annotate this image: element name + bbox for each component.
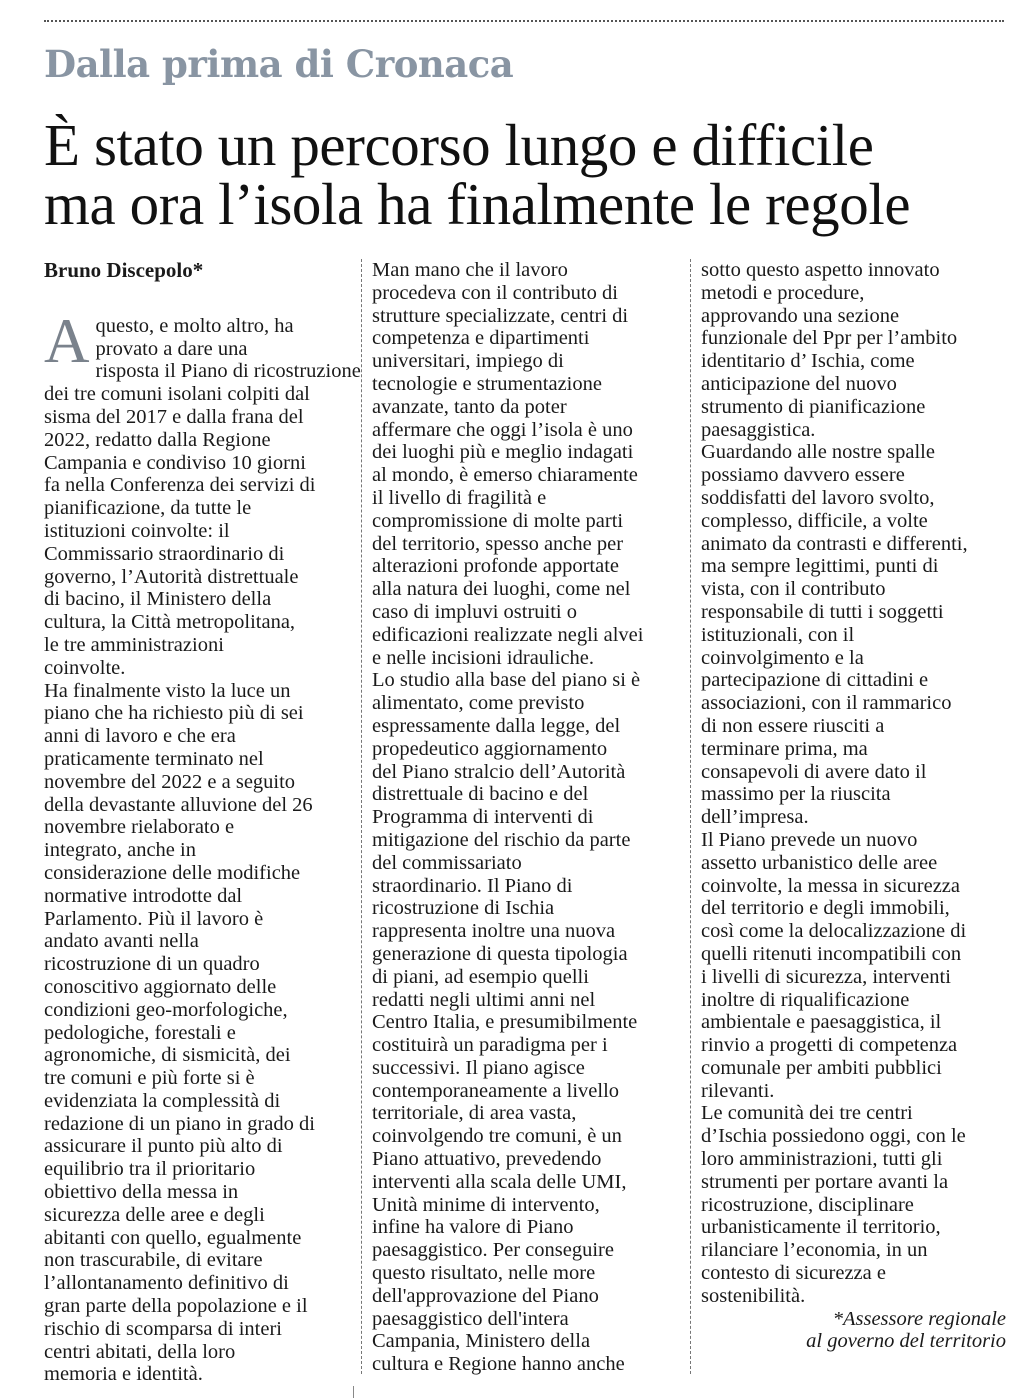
article-line: comunale per ambiti pubblici xyxy=(701,1056,942,1079)
article-line: loro amministrazioni, tutti gli xyxy=(701,1148,943,1171)
article-column-2 xyxy=(372,259,682,1376)
article-line: dell’impresa. xyxy=(701,806,809,829)
article-line: terminare prima, ma xyxy=(701,737,868,760)
article-line: cultura, la Città metropolitana, xyxy=(44,611,296,634)
headline-line: È stato un percorso lungo e difficile xyxy=(44,112,874,178)
article-line: del commissariato xyxy=(372,851,522,874)
article-line: generazione di questa tipologia xyxy=(372,942,628,965)
article-line: rappresenta inoltre una nuova xyxy=(372,920,616,943)
article-line: novembre del 2022 e a seguito xyxy=(44,770,296,793)
article-line: vista, con il contributo xyxy=(701,578,886,601)
article-line: del territorio e degli immobili, xyxy=(701,897,950,920)
column-separator xyxy=(690,259,691,1374)
article-line: coinvolte. xyxy=(44,656,126,679)
article-line: del territorio, spesso anche per xyxy=(372,532,624,555)
article-line: fa nella Conferenza dei servizi di xyxy=(44,474,316,497)
article-line: ambientale e paesaggistica, il xyxy=(701,1011,942,1034)
article-line: e nelle incisioni idrauliche. xyxy=(372,646,595,669)
article-line: consapevoli di avere dato il xyxy=(701,760,927,783)
article-line: redatti negli ultimi anni nel xyxy=(372,988,596,1011)
article-line: Campania e condiviso 10 giorni xyxy=(44,451,306,474)
article-line: animato da contrasti e differenti, xyxy=(701,532,968,555)
column-separator xyxy=(361,259,362,1374)
headline xyxy=(44,112,911,237)
article-line: Man mano che il lavoro xyxy=(372,259,568,281)
article-line: Il Piano prevede un nuovo xyxy=(701,828,918,851)
article-line: l’allontanamento definitivo di xyxy=(44,1272,289,1295)
article-line: ma sempre legittimi, punti di xyxy=(701,555,939,578)
article-line: strumento di pianificazione xyxy=(701,395,926,418)
article-line: inoltre di riqualificazione xyxy=(701,988,910,1011)
article-line: considerazione delle modifiche xyxy=(44,861,301,884)
article-line: complesso, difficile, a volte xyxy=(701,509,928,532)
article-line: assicurare il punto più alto di xyxy=(44,1135,283,1158)
article-line: tre comuni e più forte si è xyxy=(44,1067,255,1090)
article-line: quelli ritenuti incompatibili con xyxy=(701,942,962,965)
article-line: Programma di interventi di xyxy=(372,806,594,829)
article-line: straordinario. Il Piano di xyxy=(372,874,573,897)
article-line: sisma del 2017 e dalla frana del xyxy=(44,405,304,428)
article-line: integrato, anche in xyxy=(44,839,196,862)
article-line: dei tre comuni isolani colpiti dal xyxy=(44,383,310,406)
article-line: edificazioni realizzate negli alvei xyxy=(372,623,644,646)
article-line: competenza e dipartimenti xyxy=(372,327,590,350)
article-line: i livelli di sicurezza, interventi xyxy=(701,965,951,988)
article-line: funzionale del Ppr per l’ambito xyxy=(701,327,958,350)
byline: Bruno Discepolo* xyxy=(44,258,204,282)
article-line: di non essere riusciti a xyxy=(701,714,885,737)
article-line: di piani, ad esempio quelli xyxy=(372,965,589,988)
article-line: questo risultato, nelle more xyxy=(372,1262,596,1285)
article-line: tecnologie e strumentazione xyxy=(372,372,602,395)
article-line: universitari, impiego di xyxy=(372,350,564,373)
article-line: gran parte della popolazione e il xyxy=(44,1295,308,1318)
article-line: piano che ha richiesto più di sei xyxy=(44,702,304,725)
article-line: approvando una sezione xyxy=(701,304,900,327)
article-line: governo, l’Autorità distrettuale xyxy=(44,565,299,588)
dropcap: A xyxy=(44,305,90,376)
article-column-1 xyxy=(44,258,361,1386)
article-line: Le comunità dei tre centri xyxy=(701,1102,913,1125)
article-line: istituzioni coinvolte: il xyxy=(44,519,230,542)
article-line: rinvio a progetti di competenza xyxy=(701,1034,958,1057)
article-line: distrettuale di bacino e del xyxy=(372,783,589,806)
article-line: andato avanti nella xyxy=(44,930,199,953)
article-line: 2022, redatto dalla Regione xyxy=(44,428,271,451)
article-line: assetto urbanistico delle aree xyxy=(701,851,938,874)
column-1-text xyxy=(44,305,361,1386)
article-line: soddisfatti del lavoro svolto, xyxy=(701,486,935,509)
article-line: paesaggistica. xyxy=(701,418,816,441)
article-line: redazione di un piano in grado di xyxy=(44,1112,315,1135)
article-line: metodi e procedure, xyxy=(701,281,865,304)
author-note-line: al governo del territorio xyxy=(806,1330,1006,1353)
article-line: paesaggistico. Per conseguire xyxy=(372,1239,614,1262)
article-line: massimo per la riuscita xyxy=(701,783,891,806)
article-line: coinvolte, la messa in sicurezza xyxy=(701,874,960,897)
article-line: evidenziata la complessità di xyxy=(44,1089,281,1112)
article-line: agronomiche, di sismicità, dei xyxy=(44,1044,291,1067)
article-line: sicurezza delle aree e degli xyxy=(44,1203,265,1226)
article-line: contesto di sicurezza e xyxy=(701,1262,886,1285)
article-line: le tre amministrazioni xyxy=(44,633,224,656)
article-line: non trascurabile, di evitare xyxy=(44,1249,263,1272)
article-line: cultura e Regione hanno anche xyxy=(372,1353,625,1376)
article-line: rilevanti. xyxy=(701,1079,775,1102)
article-line: Piano attuativo, prevedendo xyxy=(372,1148,602,1171)
article-line: risposta il Piano di ricostruzione xyxy=(95,360,361,383)
author-note-line: *Assessore regionale xyxy=(832,1307,1006,1330)
article-line: Guardando alle nostre spalle xyxy=(701,441,935,464)
article-line: alimentato, come previsto xyxy=(372,692,585,715)
section-kicker: Dalla prima di Cronaca xyxy=(44,42,514,86)
article-line: costituirà un paradigma per i xyxy=(372,1034,608,1057)
article-line: compromissione di molte parti xyxy=(372,509,624,532)
article-line: novembre rielaborato e xyxy=(44,816,235,839)
top-dotted-rule xyxy=(44,20,1004,22)
article-line: espressamente dalla legge, del xyxy=(372,714,621,737)
article-line: coinvolgendo tre comuni, è un xyxy=(372,1125,622,1148)
article-line: caso di impluvi ostruiti o xyxy=(372,600,577,623)
article-line: identitario d’ Ischia, come xyxy=(701,350,915,373)
article-line: successivi. Il piano agisce xyxy=(372,1056,585,1079)
article-line: conoscitivo aggiornato delle xyxy=(44,975,277,998)
article-line: praticamente terminato nel xyxy=(44,747,264,770)
article-line: così come la delocalizzazione di xyxy=(701,920,967,943)
article-line: Centro Italia, e presumibilmente xyxy=(372,1011,638,1034)
column-3-text xyxy=(701,259,1006,1308)
article-line: d’Ischia possiedono oggi, con le xyxy=(701,1125,966,1148)
article-line: ricostruzione di un quadro xyxy=(44,953,260,976)
article-line: responsabile di tutti i soggetti xyxy=(701,600,944,623)
article-line: provato a dare una xyxy=(95,337,248,360)
article-line: strutture specializzate, centri di xyxy=(372,304,629,327)
article-line: condizioni geo-morfologiche, xyxy=(44,998,288,1021)
article-line: il livello di fragilità e xyxy=(372,486,547,509)
article-line: propedeutico aggiornamento xyxy=(372,737,608,760)
article-line: del Piano stralcio dell’Autorità xyxy=(372,760,626,783)
article-line: al mondo, è emerso chiaramente xyxy=(372,464,638,487)
article-line: coinvolgimento e la xyxy=(701,646,864,669)
article-column-3 xyxy=(701,259,1006,1353)
article-line: centri abitati, della loro xyxy=(44,1340,236,1363)
article-line: ricostruzione, disciplinare xyxy=(701,1193,914,1216)
article-line: sotto questo aspetto innovato xyxy=(701,259,940,281)
article-line: normative introdotte dal xyxy=(44,884,243,907)
article-line: urbanisticamente il territorio, xyxy=(701,1216,941,1239)
column-2-text xyxy=(372,259,682,1376)
article-line: partecipazione di cittadini e xyxy=(701,669,929,692)
article-line: abitanti con quello, egualmente xyxy=(44,1226,302,1249)
article-line: infine ha valore di Piano xyxy=(372,1216,574,1239)
article-line: rischio di scomparsa di interi xyxy=(44,1317,282,1340)
article-line: questo, e molto altro, ha xyxy=(95,314,294,337)
article-line: territoriale, di area vasta, xyxy=(372,1102,577,1125)
article-line: rilanciare l’economia, in un xyxy=(701,1239,928,1262)
article-line: sostenibilità. xyxy=(701,1284,806,1307)
article-line: della devastante alluvione del 26 xyxy=(44,793,313,816)
article-line: interventi alla scala delle UMI, xyxy=(372,1170,627,1193)
article-line: ricostruzione di Ischia xyxy=(372,897,555,920)
article-line: Parlamento. Più il lavoro è xyxy=(44,907,264,930)
article-line: procedeva con il contributo di xyxy=(372,281,618,304)
article-line: dell'approvazione del Piano xyxy=(372,1284,599,1307)
article-line: affermare che oggi l’isola è uno xyxy=(372,418,633,441)
article-line: obiettivo della messa in xyxy=(44,1181,239,1204)
article-line: mitigazione del rischio da parte xyxy=(372,828,631,851)
article-line: Lo studio alla base del piano si è xyxy=(372,669,641,692)
article-line: avanzate, tanto da poter xyxy=(372,395,567,418)
article-line: associazioni, con il rammarico xyxy=(701,692,952,715)
bottom-tick-mark xyxy=(353,1386,354,1398)
article-line: alla natura dei luoghi, come nel xyxy=(372,578,631,601)
article-line: possiamo davvero essere xyxy=(701,464,905,487)
article-line: alterazioni profonde apportate xyxy=(372,555,620,578)
article-line: Campania, Ministero della xyxy=(372,1330,591,1353)
article-line: anticipazione del nuovo xyxy=(701,372,897,395)
article-line: contemporaneamente a livello xyxy=(372,1079,620,1102)
headline-line: ma ora l’isola ha finalmente le regole xyxy=(44,171,911,237)
article-line: Ha finalmente visto la luce un xyxy=(44,679,291,702)
article-line: anni di lavoro e che era xyxy=(44,725,236,748)
article-line: pedologiche, forestali e xyxy=(44,1021,236,1044)
article-line: dei luoghi più e meglio indagati xyxy=(372,441,634,464)
article-line: strumenti per portare avanti la xyxy=(701,1170,949,1193)
article-line: equilibrio tra il prioritario xyxy=(44,1158,256,1181)
article-line: paesaggistico dell'intera xyxy=(372,1307,569,1330)
article-line: Unità minime di intervento, xyxy=(372,1193,600,1216)
article-line: memoria e identità. xyxy=(44,1363,203,1386)
article-line: pianificazione, da tutte le xyxy=(44,497,252,520)
article-line: istituzionali, con il xyxy=(701,623,855,646)
article-line: di bacino, il Ministero della xyxy=(44,588,272,611)
article-line: Commissario straordinario di xyxy=(44,542,285,565)
